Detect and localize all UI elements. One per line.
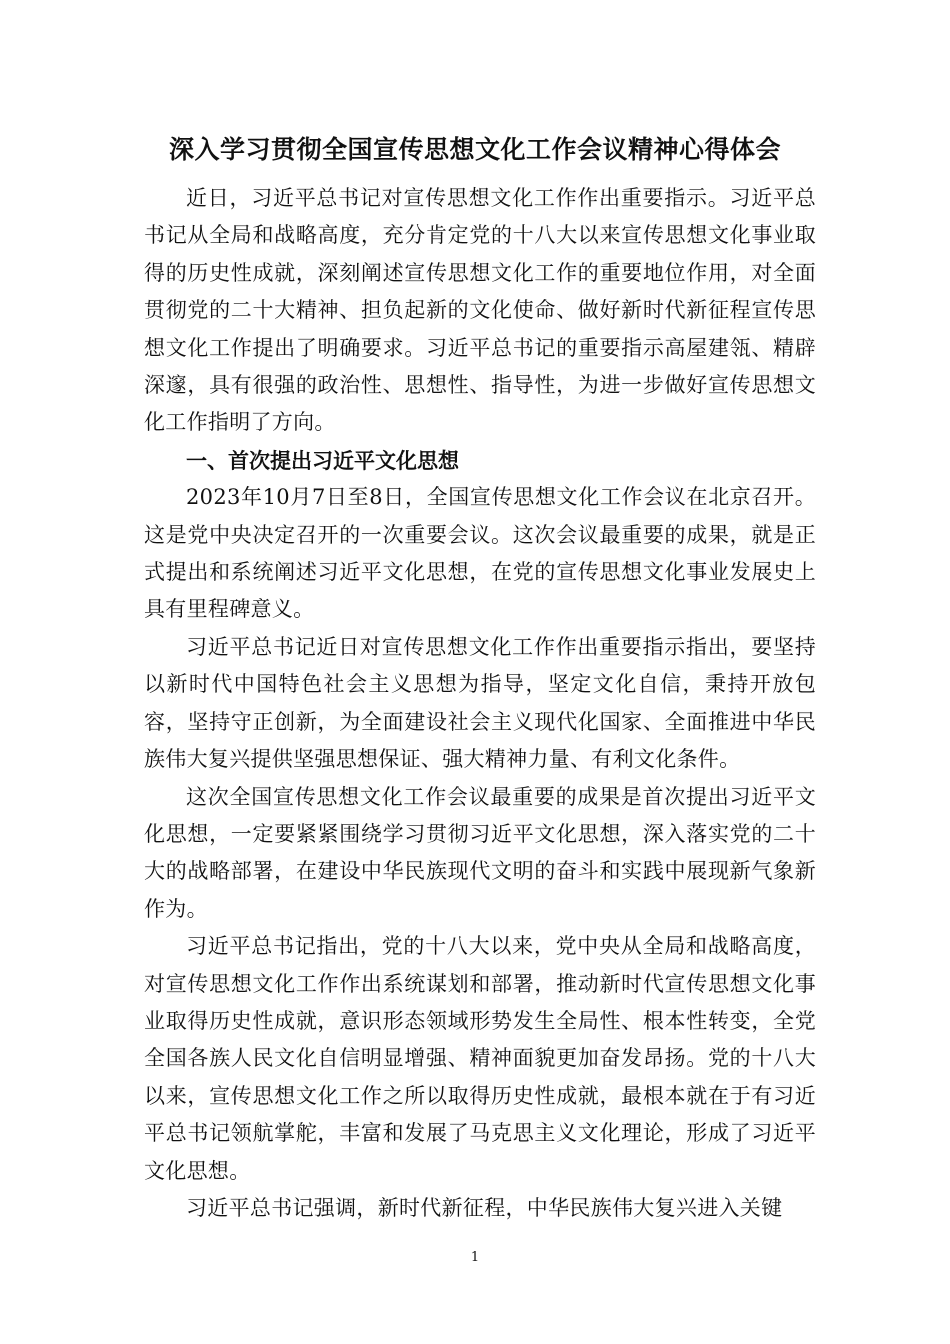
document-body <box>144 180 816 1227</box>
paragraph-conference: 2023年10月7日至8日，全国宣传思想文化工作会议在北京召开。这是党中央决定召开的一次重要会议。这次会议最重要的成果，就是正式提出和系统阐述习近平文化思想，在党的宣传思想文化事业发展史上具有里程碑意义。 <box>144 485 816 622</box>
paragraph-emphasis: 习近平总书记强调，新时代新征程，中华民族伟大复兴进入关键 <box>186 1195 783 1220</box>
section-heading-1: 一、首次提出习近平文化思想 <box>186 447 459 473</box>
page-number: 1 <box>470 1250 480 1265</box>
paragraph-achievement: 这次全国宣传思想文化工作会议最重要的成果是首次提出习近平文化思想，一定要紧紧围绕学习贯彻习近平文化思想，深入落实党的二十大的战略部署，在建设中华民族现代文明的奋斗和实践中展现新气象新作为。 <box>144 784 816 921</box>
paragraph-instruction: 习近平总书记近日对宣传思想文化工作作出重要指示指出，要坚持以新时代中国特色社会主义思想为指导，坚定文化自信，秉持开放包容，坚持守正创新，为全面建设社会主义现代化国家、全面推进中华民族伟大复兴提供坚强思想保证、强大精神力量、有利文化条件。 <box>144 634 816 772</box>
document-title: 深入学习贯彻全国宣传思想文化工作会议精神心得体会 <box>168 135 781 164</box>
paragraph-history: 习近平总书记指出，党的十八大以来，党中央从全局和战略高度，对宣传思想文化工作作出系统谋划和部署，推动新时代宣传思想文化事业取得历史性成就，意识形态领域形势发生全局性、根本性转变，全党全国各族人民文化自信明显增强、精神面貌更加奋发昂扬。党的十八大以来，宣传思想文化工作之所以取得历史性成就，最根本就在于有习近平总书记领航掌舵，丰富和发展了马克思主义文化理论，形成了习近平文化思想。 <box>144 934 816 1183</box>
paragraph-intro: 近日，习近平总书记对宣传思想文化工作作出重要指示。习近平总书记从全局和战略高度，充分肯定党的十八大以来宣传思想文化事业取得的历史性成就，深刻阐述宣传思想文化工作的重要地位作用，对全面贯彻党的二十大精神、担负起新的文化使命、做好新时代新征程宣传思想文化工作提出了明确要求。习近平总书记的重要指示高屋建瓴、精辟深邃，具有很强的政治性、思想性、指导性，为进一步做好宣传思想文化工作指明了方向。 <box>144 186 816 435</box>
